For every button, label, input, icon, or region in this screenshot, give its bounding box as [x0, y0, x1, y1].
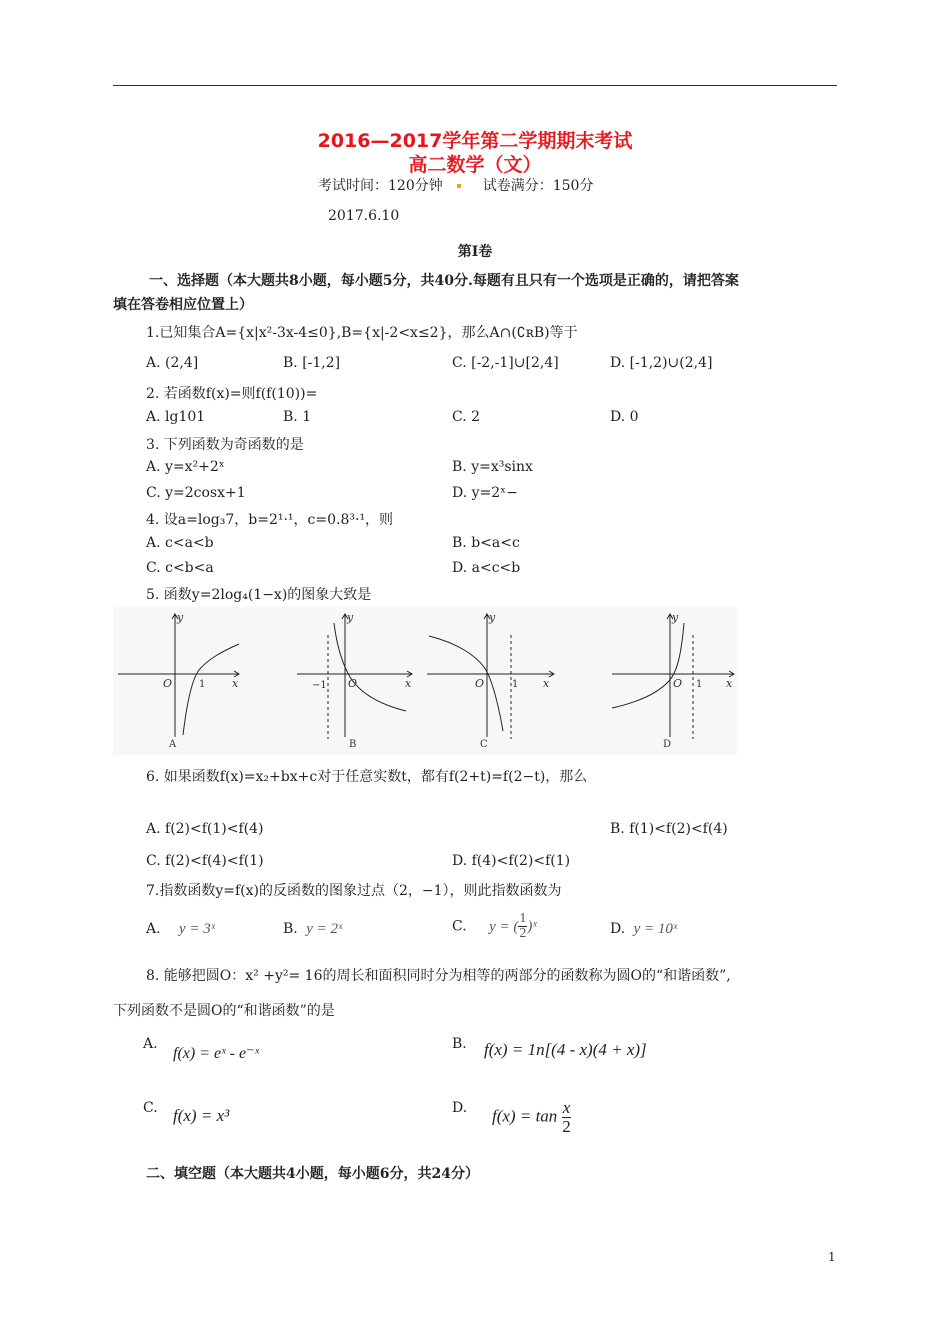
q8-option-a-expr: f(x) = eˣ - e⁻ˣ	[173, 1045, 260, 1062]
decorative-dot-icon	[457, 184, 461, 188]
page-number: 1	[828, 1250, 836, 1264]
graph-a-y-label: y	[177, 611, 184, 624]
graph-a-one: 1	[199, 679, 206, 690]
graph-d-one: 1	[696, 679, 703, 690]
graph-c-origin: O	[475, 677, 485, 690]
q3-stem: 3. 下列函数为奇函数的是	[146, 437, 304, 453]
section2-heading: 二、填空题（本大题共4小题，每小题6分，共24分）	[146, 1166, 479, 1182]
q7-option-d-label: D.	[610, 921, 626, 937]
q7-option-c-denominator: 2	[519, 926, 527, 941]
exam-title: 2016—2017学年第二学期期末考试	[317, 130, 633, 152]
graph-b-minus-one: −1	[312, 680, 327, 691]
q8-option-b-label: B.	[452, 1036, 467, 1052]
q2-option-a: A. lg101	[146, 409, 206, 425]
q1-option-a: A. (2,4]	[146, 355, 199, 371]
q1-stem: 1.已知集合A={x|x²-3x-4≤0},B={x|-2<x≤2}，那么A∩(∁ʀB)等于	[146, 325, 578, 341]
q7-option-c-prefix: y = (	[489, 918, 519, 935]
q7-stem: 7.指数函数y=f(x)的反函数的图象过点（2，−1），则此指数函数为	[146, 883, 562, 899]
q1-option-d: D. [-1,2)∪(2,4]	[610, 355, 713, 371]
graph-b-label: B	[349, 739, 357, 750]
graph-a-x-label: x	[232, 677, 239, 690]
q4-option-a: A. c<a<b	[146, 535, 214, 551]
q6-option-d: D. f(4)<f(2)<f(1)	[452, 853, 571, 869]
q7-option-b-expr: y = 2ˣ	[306, 921, 343, 937]
q2-option-b: B. 1	[283, 409, 312, 425]
q4-stem: 4. 设a=log₃7，b=2¹·¹，c=0.8³·¹，则	[146, 512, 394, 528]
q8-option-d	[492, 1099, 571, 1136]
graph-b-y-label: y	[347, 611, 354, 624]
q7-option-c-numerator: 1	[519, 911, 527, 926]
section1-heading-cont: 填在答卷相应位置上）	[113, 297, 253, 313]
graph-d-x-label: x	[726, 677, 733, 690]
full-score: 试卷满分：150分	[482, 178, 594, 194]
q7-option-b-label: B.	[283, 921, 298, 937]
q6-stem: 6. 如果函数f(x)=x₂+bx+c对于任意实数t，都有f(2+t)=f(2−t)，那么	[146, 769, 588, 785]
q8-option-d-denominator: 2	[562, 1117, 571, 1136]
q7-option-c-suffix: )ˣ	[527, 918, 537, 935]
graph-a-label: A	[169, 739, 177, 750]
volume-label: 第Ⅰ卷	[457, 244, 493, 260]
exam-meta	[318, 175, 593, 195]
q8-option-c-expr: f(x) = x³	[173, 1106, 230, 1125]
q8-option-d-label: D.	[452, 1100, 468, 1116]
exam-subtitle: 高二数学（文）	[408, 154, 542, 176]
q7-option-b	[283, 921, 342, 938]
q6-option-b: B. f(1)<f(2)<f(4)	[610, 821, 728, 837]
graph-c-one: 1	[512, 679, 519, 690]
q2-option-d: D. 0	[610, 409, 639, 425]
graph-d-label: D	[663, 739, 672, 750]
graph-a-origin: O	[163, 677, 173, 690]
q4-option-b: B. b<a<c	[452, 535, 520, 551]
q3-option-b: B. y=x³sinx	[452, 459, 533, 475]
graph-b-origin: O	[348, 677, 358, 690]
q7-option-a-expr: y = 3ˣ	[179, 921, 216, 937]
q3-option-a: A. y=x²+2ˣ	[146, 459, 225, 475]
q8-stem: 8. 能够把圆O：x² +y²= 16的周长和面积同时分为相等的两部分的函数称为圆O的“和谐函数”,	[146, 968, 731, 984]
q3-option-c: C. y=2cosx+1	[146, 485, 246, 501]
graph-d-origin: O	[673, 677, 683, 690]
q8-option-b-expr: f(x) = 1n[(4 - x)(4 + x)]	[484, 1040, 647, 1059]
q5-graphs-figure	[113, 607, 737, 755]
q8-option-d-fraction	[562, 1099, 572, 1136]
q7-option-a-label: A.	[146, 921, 161, 937]
header-rule	[113, 85, 837, 86]
q8-option-a-label: A.	[143, 1036, 158, 1052]
q4-option-d: D. a<c<b	[452, 560, 521, 576]
exam-time: 考试时间：120分钟	[318, 178, 443, 194]
q4-option-c: C. c<b<a	[146, 560, 214, 576]
q8-option-d-prefix: f(x) = tan	[492, 1106, 558, 1126]
q8-option-d-numerator: x	[562, 1098, 571, 1117]
q6-option-a: A. f(2)<f(1)<f(4)	[146, 821, 264, 837]
q7-option-c-label: C.	[452, 918, 467, 935]
q3-option-d: D. y=2ˣ−	[452, 485, 518, 501]
q5-stem: 5. 函数y=2log₄(1−x)的图象大致是	[146, 587, 372, 603]
q7-option-c	[452, 912, 537, 941]
q1-option-c: C. [-2,-1]∪[2,4]	[452, 355, 559, 371]
q2-option-c: C. 2	[452, 409, 481, 425]
q2-stem: 2. 若函数f(x)=则f(f(10))=	[146, 386, 318, 402]
graph-c-label: C	[480, 739, 488, 750]
q7-option-a	[146, 921, 215, 938]
section1-heading: 一、选择题（本大题共8小题，每小题5分，共40分.每题有且只有一个选项是正确的，请把答案	[149, 273, 739, 289]
q7-option-d-expr: y = 10ˣ	[633, 921, 678, 937]
exam-date: 2017.6.10	[328, 208, 400, 224]
graph-b-x-label: x	[405, 677, 412, 690]
graph-d-y-label: y	[672, 611, 679, 624]
q7-option-d	[610, 921, 677, 938]
q8-stem-cont: 下列函数不是圆O的“和谐函数”的是	[113, 1003, 335, 1019]
graph-c-y-label: y	[489, 611, 496, 624]
graph-c-x-label: x	[543, 677, 550, 690]
q1-option-b: B. [-1,2]	[283, 355, 341, 371]
q8-option-c-label: C.	[143, 1100, 158, 1116]
q6-option-c: C. f(2)<f(4)<f(1)	[146, 853, 264, 869]
